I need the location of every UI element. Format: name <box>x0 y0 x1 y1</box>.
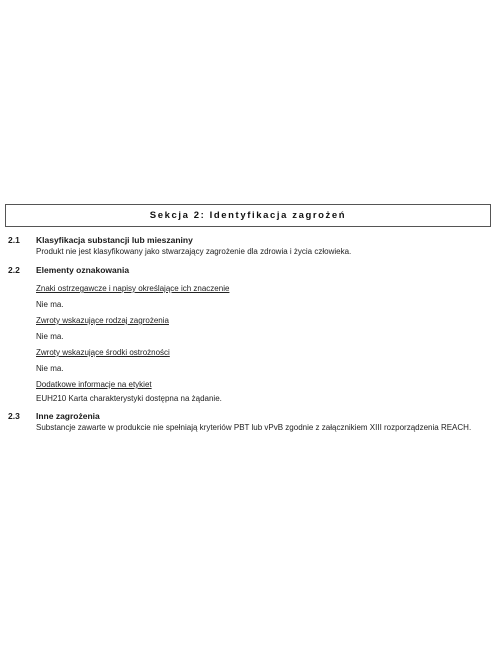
hazard-statements-value: Nie ma. <box>36 332 64 341</box>
section-title: Sekcja 2: Identyfikacja zagrożeń <box>149 210 347 221</box>
subsection-body <box>36 410 478 433</box>
subsection-2-1 <box>8 234 478 257</box>
subsection-number: 2.1 <box>8 235 20 245</box>
subsection-number: 2.3 <box>8 411 20 421</box>
hazard-pictograms-value: Nie ma. <box>36 300 64 309</box>
subsection-2-2 <box>8 264 478 404</box>
subsection-body <box>36 264 478 404</box>
classification-text: Produkt nie jest klasyfikowany jako stwarzający zagrożenie dla zdrowia i życia człowieka. <box>36 247 352 256</box>
other-hazards-text: Substancje zawarte w produkcie nie spełniają kryteriów PBT lub vPvB zgodnie z załącznikiem XIII rozporządzenia REACH. <box>36 423 472 432</box>
precautionary-statements-label: Zwroty wskazujące środki ostrożności <box>36 348 170 357</box>
hazard-statements-label: Zwroty wskazujące rodzaj zagrożenia <box>36 316 169 325</box>
subsection-2-3 <box>8 410 478 433</box>
additional-label-info-label: Dodatkowe informacje na etykiet <box>36 380 152 389</box>
additional-label-info-value: EUH210 Karta charakterystyki dostępna na żądanie. <box>36 394 222 403</box>
hazard-pictograms-label: Znaki ostrzegawcze i napisy określające ich znaczenie <box>36 284 230 293</box>
subsection-body <box>36 234 478 257</box>
precautionary-statements-value: Nie ma. <box>36 364 64 373</box>
subsection-title: Klasyfikacja substancji lub mieszaniny <box>36 235 193 245</box>
subsection-title: Inne zagrożenia <box>36 411 100 421</box>
subsection-title: Elementy oznakowania <box>36 265 130 275</box>
section-content <box>8 234 478 433</box>
subsection-number: 2.2 <box>8 265 20 275</box>
section-header-box <box>5 204 491 227</box>
